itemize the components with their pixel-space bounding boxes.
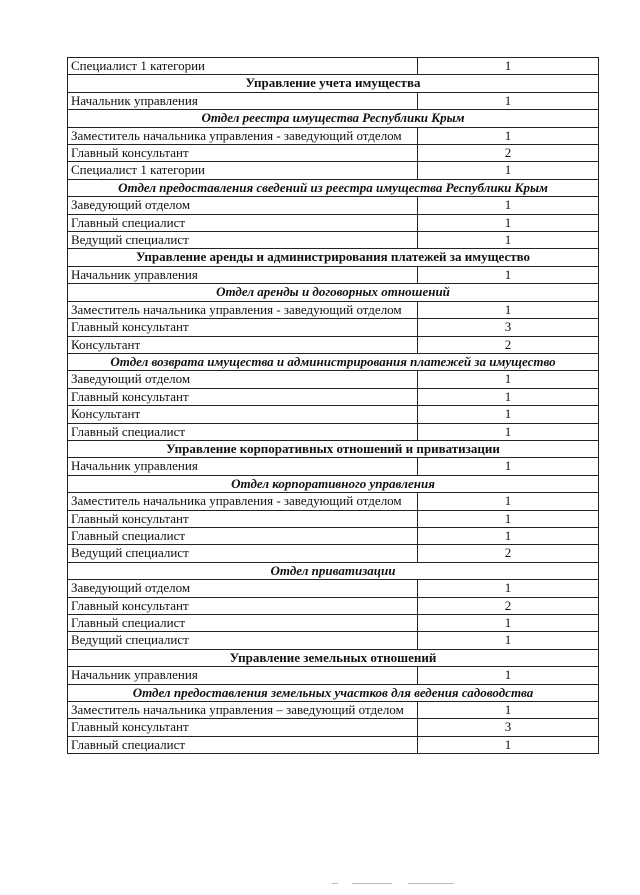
position-count: 1 <box>418 423 599 440</box>
table-row <box>68 545 599 562</box>
position-name: Главный консультант <box>68 719 418 736</box>
position-count: 1 <box>418 736 599 753</box>
position-name: Консультант <box>68 336 418 353</box>
table-row <box>68 458 599 475</box>
table-row <box>68 214 599 231</box>
position-name: Заместитель начальника управления – заведующий отделом <box>68 702 418 719</box>
position-name: Консультант <box>68 406 418 423</box>
position-name: Специалист 1 категории <box>68 162 418 179</box>
department-heading-row <box>68 649 599 666</box>
table-row <box>68 493 599 510</box>
position-count: 3 <box>418 319 599 336</box>
position-name: Заместитель начальника управления - заведующий отделом <box>68 493 418 510</box>
position-name: Главный консультант <box>68 388 418 405</box>
table-row <box>68 527 599 544</box>
table-row <box>68 406 599 423</box>
table-row <box>68 92 599 109</box>
table-row <box>68 266 599 283</box>
position-count: 2 <box>418 597 599 614</box>
department-heading: Управление корпоративных отношений и приватизации <box>68 440 599 457</box>
department-heading: Управление аренды и администрирования платежей за имущество <box>68 249 599 266</box>
section-heading-row <box>68 684 599 701</box>
position-name: Главный консультант <box>68 597 418 614</box>
table-row <box>68 632 599 649</box>
table-row <box>68 145 599 162</box>
position-count: 1 <box>418 127 599 144</box>
position-count: 1 <box>418 702 599 719</box>
table-row <box>68 580 599 597</box>
position-count: 1 <box>418 406 599 423</box>
position-count: 1 <box>418 232 599 249</box>
page-footer-marks <box>0 883 640 887</box>
section-heading: Отдел приватизации <box>68 562 599 579</box>
section-heading: Отдел корпоративного управления <box>68 475 599 492</box>
position-name: Специалист 1 категории <box>68 58 418 75</box>
position-count: 1 <box>418 92 599 109</box>
department-heading-row <box>68 249 599 266</box>
position-name: Главный специалист <box>68 527 418 544</box>
section-heading-row <box>68 284 599 301</box>
section-heading-row <box>68 562 599 579</box>
position-name: Заведующий отделом <box>68 371 418 388</box>
footer-mark <box>332 883 338 884</box>
department-heading-row <box>68 440 599 457</box>
section-heading: Отдел предоставления земельных участков для ведения садоводства <box>68 684 599 701</box>
table-row <box>68 371 599 388</box>
position-name: Заведующий отделом <box>68 580 418 597</box>
staffing-table <box>67 57 599 754</box>
position-count: 2 <box>418 145 599 162</box>
footer-mark <box>408 883 454 884</box>
section-heading: Отдел реестра имущества Республики Крым <box>68 110 599 127</box>
position-count: 1 <box>418 388 599 405</box>
table-row <box>68 388 599 405</box>
table-row <box>68 162 599 179</box>
table-row <box>68 702 599 719</box>
position-count: 1 <box>418 580 599 597</box>
table-row <box>68 319 599 336</box>
table-row <box>68 301 599 318</box>
position-name: Ведущий специалист <box>68 232 418 249</box>
position-count: 1 <box>418 266 599 283</box>
table-row <box>68 667 599 684</box>
staffing-table-body <box>68 58 599 754</box>
position-count: 1 <box>418 214 599 231</box>
table-row <box>68 736 599 753</box>
section-heading-row <box>68 353 599 370</box>
section-heading-row <box>68 179 599 196</box>
position-name: Ведущий специалист <box>68 632 418 649</box>
position-name: Главный консультант <box>68 510 418 527</box>
footer-mark <box>352 883 392 884</box>
table-row <box>68 719 599 736</box>
position-name: Главный специалист <box>68 615 418 632</box>
section-heading: Отдел аренды и договорных отношений <box>68 284 599 301</box>
position-name: Начальник управления <box>68 92 418 109</box>
position-name: Главный консультант <box>68 319 418 336</box>
section-heading: Отдел возврата имущества и администрирования платежей за имущество <box>68 353 599 370</box>
table-row <box>68 615 599 632</box>
position-count: 1 <box>418 197 599 214</box>
table-row <box>68 423 599 440</box>
position-count: 1 <box>418 667 599 684</box>
position-name: Главный специалист <box>68 423 418 440</box>
position-name: Начальник управления <box>68 458 418 475</box>
department-heading: Управление земельных отношений <box>68 649 599 666</box>
position-name: Главный специалист <box>68 214 418 231</box>
table-row <box>68 510 599 527</box>
position-name: Заместитель начальника управления - заведующий отделом <box>68 127 418 144</box>
position-count: 3 <box>418 719 599 736</box>
position-count: 2 <box>418 336 599 353</box>
section-heading-row <box>68 475 599 492</box>
position-count: 1 <box>418 615 599 632</box>
position-name: Заведующий отделом <box>68 197 418 214</box>
position-count: 1 <box>418 58 599 75</box>
position-count: 1 <box>418 632 599 649</box>
table-row <box>68 336 599 353</box>
position-name: Главный консультант <box>68 145 418 162</box>
position-name: Ведущий специалист <box>68 545 418 562</box>
position-name: Главный специалист <box>68 736 418 753</box>
position-count: 1 <box>418 458 599 475</box>
position-count: 1 <box>418 162 599 179</box>
table-row <box>68 127 599 144</box>
position-count: 1 <box>418 493 599 510</box>
position-count: 1 <box>418 371 599 388</box>
position-name: Заместитель начальника управления - заведующий отделом <box>68 301 418 318</box>
section-heading-row <box>68 110 599 127</box>
table-row <box>68 597 599 614</box>
table-row <box>68 197 599 214</box>
position-name: Начальник управления <box>68 266 418 283</box>
department-heading: Управление учета имущества <box>68 75 599 92</box>
position-count: 2 <box>418 545 599 562</box>
position-count: 1 <box>418 510 599 527</box>
position-count: 1 <box>418 301 599 318</box>
position-name: Начальник управления <box>68 667 418 684</box>
table-row <box>68 232 599 249</box>
table-row <box>68 58 599 75</box>
section-heading: Отдел предоставления сведений из реестра имущества Республики Крым <box>68 179 599 196</box>
position-count: 1 <box>418 527 599 544</box>
department-heading-row <box>68 75 599 92</box>
